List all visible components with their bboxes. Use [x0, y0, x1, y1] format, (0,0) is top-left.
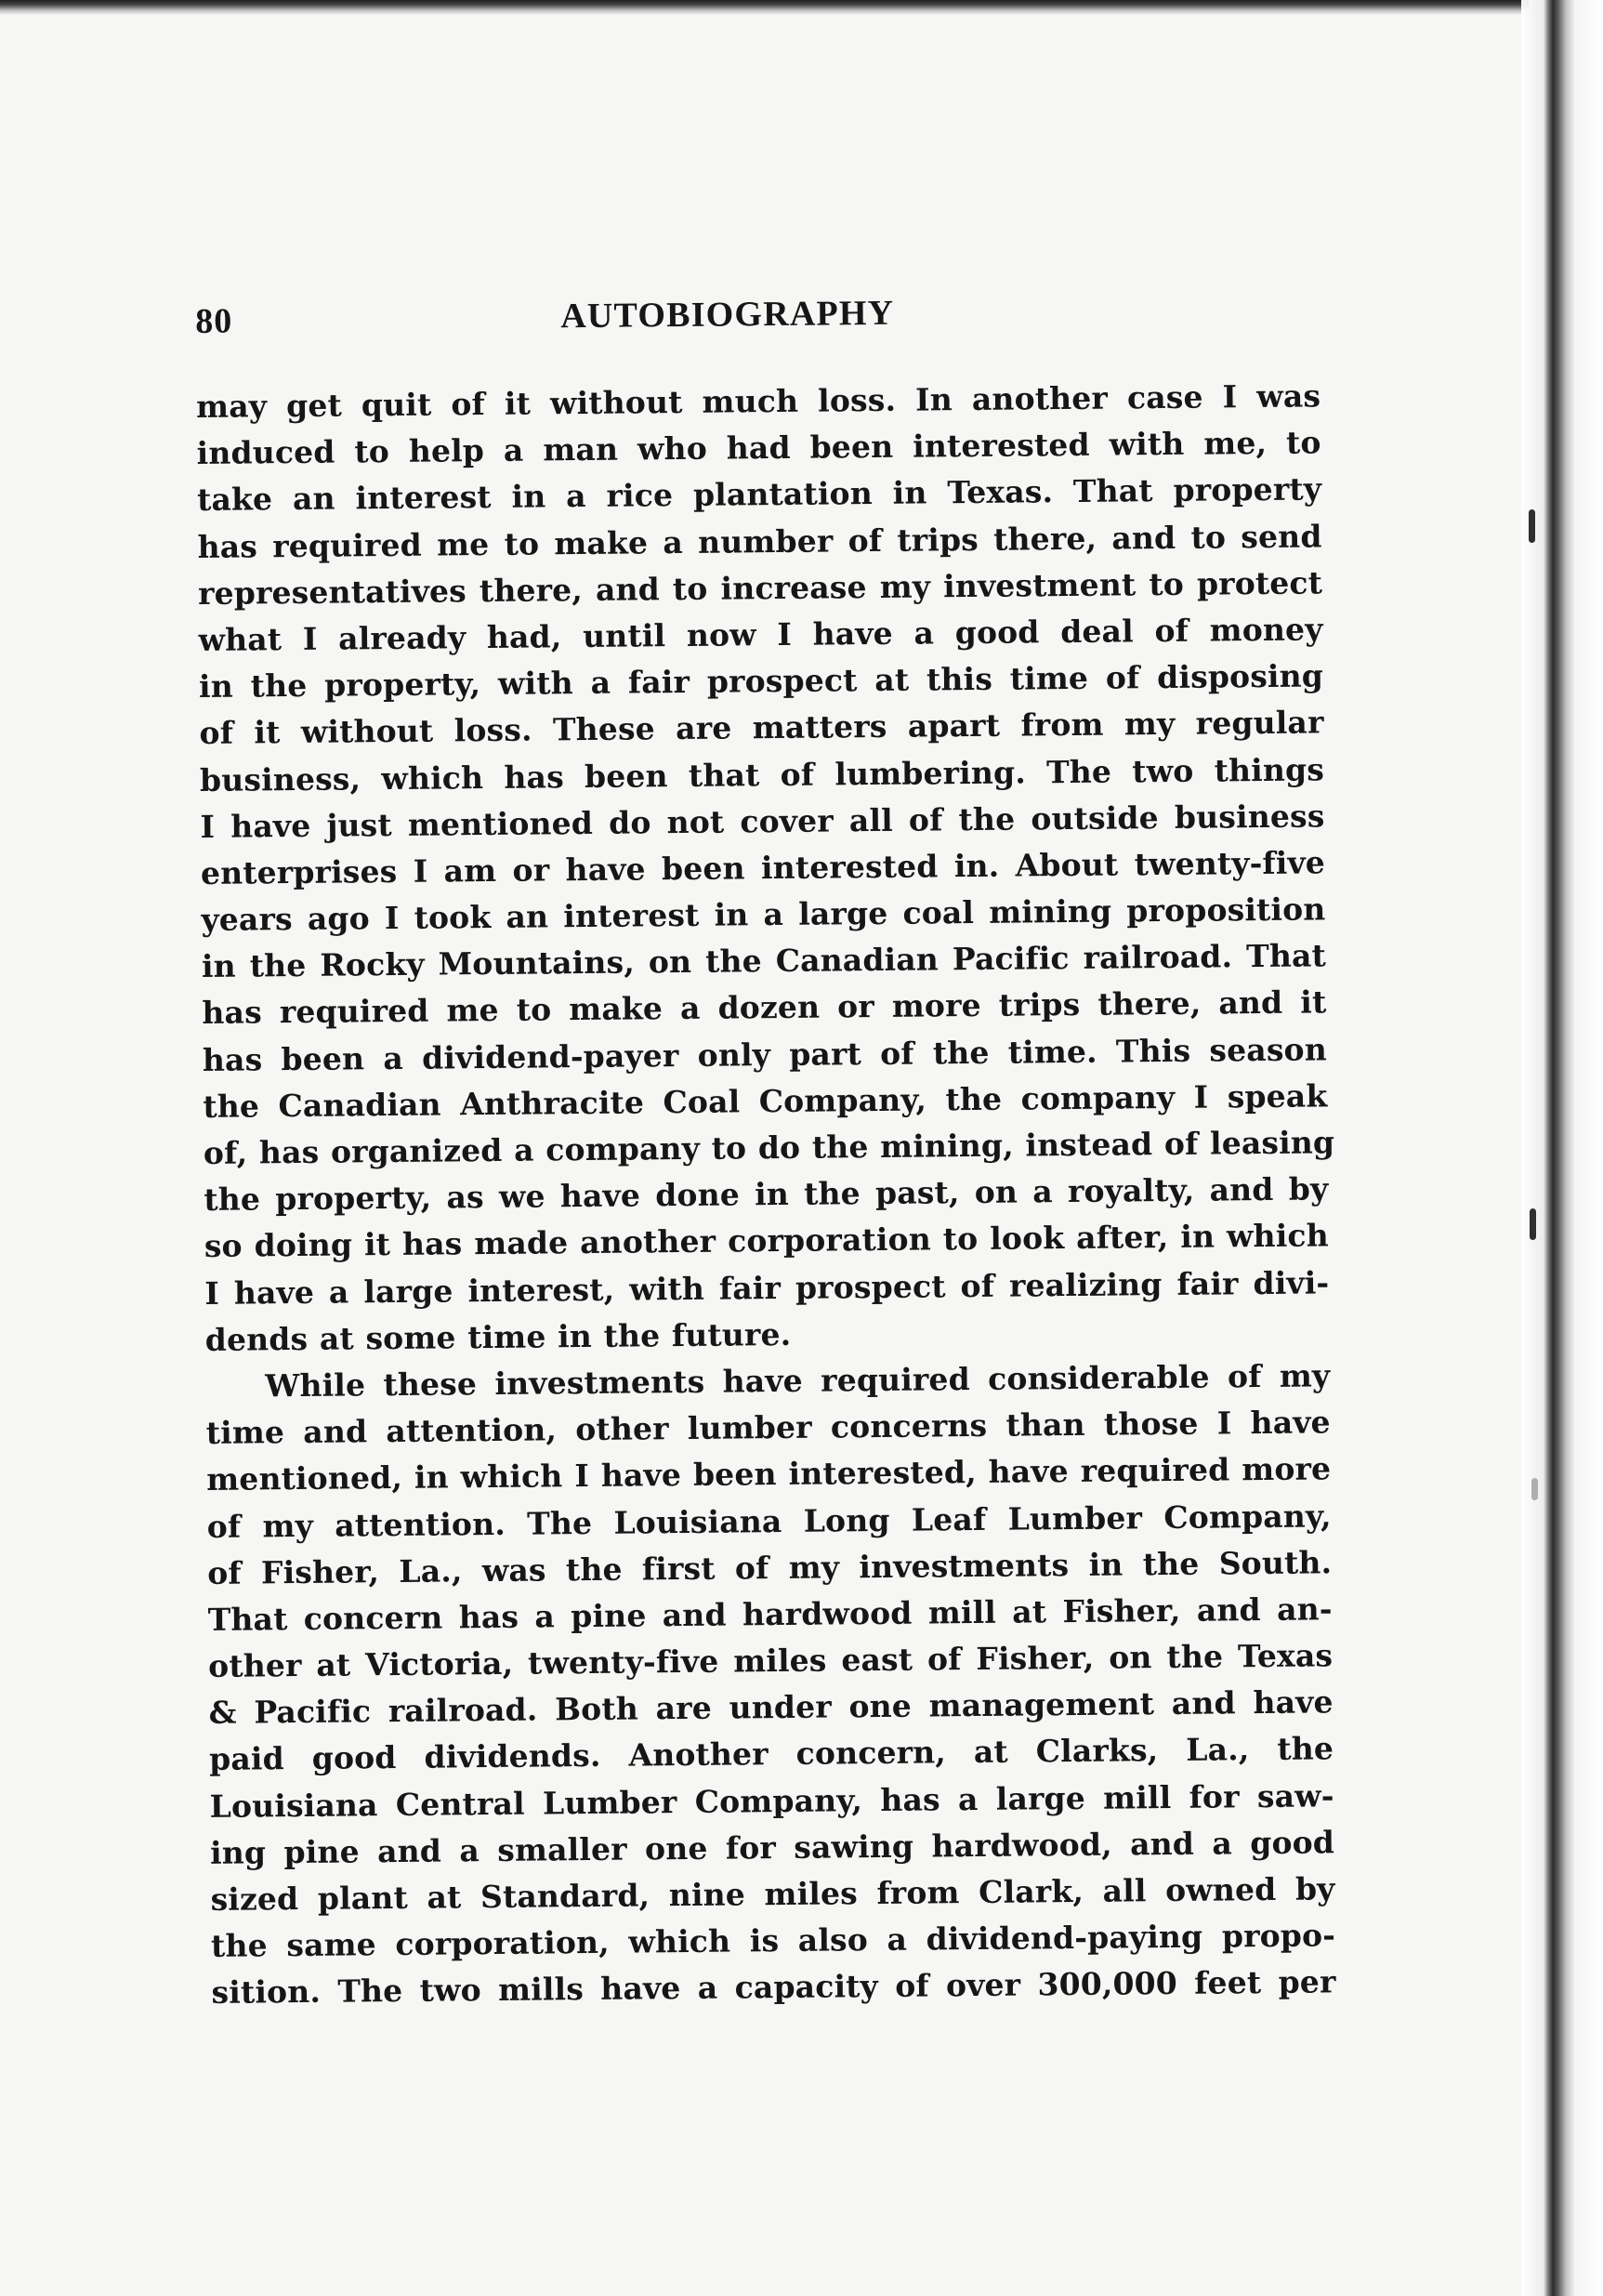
page-number: 80	[195, 301, 233, 341]
text-line: may get quit of it without much loss. In another case I was	[195, 377, 1321, 425]
body-text	[196, 373, 1336, 2016]
text-line: business, which has been that of lumbering. The two things	[199, 750, 1325, 798]
text-line: I have a large interest, with fair prospect of realizing fair divi-	[204, 1263, 1330, 1312]
text-line: the property, as we have done in the past, on a royalty, and by	[204, 1170, 1329, 1219]
text-line: sition. The two mills have a capacity of over 300,000 feet per	[211, 1963, 1336, 2012]
text-line: has been a dividend-payer only part of the time. This season	[202, 1030, 1328, 1078]
text-line: representatives there, and to increase my investment to protect	[197, 564, 1323, 612]
top-scan-shadow	[0, 0, 1529, 15]
book-spine-edge	[1521, 0, 1603, 2296]
text-line: enterprises I am or have been interested in. About twenty-five	[200, 844, 1326, 891]
text-line: in the property, with a fair prospect at this time of disposing	[198, 657, 1324, 706]
paragraph	[205, 1353, 1336, 2016]
text-line: mentioned, in which I have been interested, have required more	[206, 1450, 1332, 1498]
text-line: the same corporation, which is also a dividend-paying propo-	[210, 1917, 1336, 1965]
binding-mark	[1530, 1208, 1536, 1240]
text-line: Louisiana Central Lumber Company, has a large mill for saw-	[209, 1776, 1334, 1825]
binding-mark	[1531, 1478, 1538, 1500]
text-line: of my attention. The Louisiana Long Leaf Lumber Company,	[206, 1497, 1332, 1545]
text-line: has required me to make a dozen or more trips there, and it	[202, 983, 1327, 1032]
text-line: of Fisher, La., was the first of my investments in the South.	[207, 1544, 1333, 1591]
paragraph	[195, 373, 1335, 1364]
text-line: so doing it has made another corporation to look after, in which	[204, 1217, 1329, 1265]
text-line: in the Rocky Mountains, on the Canadian Pacific railroad. That	[201, 937, 1327, 985]
text-line: While these investments have required considerable of my	[265, 1357, 1331, 1405]
text-line: I have just mentioned do not cover all of the outside business	[200, 798, 1325, 845]
text-line: dends at some time in the future.	[204, 1315, 792, 1358]
binding-mark	[1529, 509, 1535, 543]
text-line: take an interest in a rice plantation in Texas. That property	[196, 470, 1322, 519]
running-title: AUTOBIOGRAPHY	[560, 293, 895, 336]
text-line: years ago I took an interest in a large coal mining proposition	[201, 891, 1326, 939]
text-line: induced to help a man who had been interested with me, to	[196, 424, 1321, 472]
text-line: ing pine and a smaller one for sawing hardwood, and a good	[209, 1824, 1335, 1871]
text-line: & Pacific railroad. Both are under one management and have	[208, 1683, 1334, 1732]
running-head	[195, 282, 1321, 347]
text-line: paid good dividends. Another concern, at Clarks, La., the	[208, 1730, 1334, 1778]
text-line: other at Victoria, twenty-five miles east of Fisher, on the Texas	[207, 1637, 1334, 1684]
text-line: what I already had, until now I have a good deal of money	[198, 611, 1323, 658]
text-line: of, has organized a company to do the mining, instead of leasing	[203, 1124, 1335, 1171]
page-content	[195, 282, 1336, 2016]
text-line: of it without loss. These are matters apart from my regular	[199, 704, 1324, 752]
text-line: the Canadian Anthracite Coal Company, the company I speak	[203, 1077, 1328, 1125]
text-line: time and attention, other lumber concerns than those I have	[205, 1404, 1331, 1452]
text-line: has required me to make a number of trips there, and to send	[197, 517, 1322, 565]
text-line: sized plant at Standard, nine miles from Clark, all owned by	[210, 1870, 1335, 1918]
text-line: That concern has a pine and hardwood mill at Fisher, and an-	[207, 1590, 1333, 1638]
